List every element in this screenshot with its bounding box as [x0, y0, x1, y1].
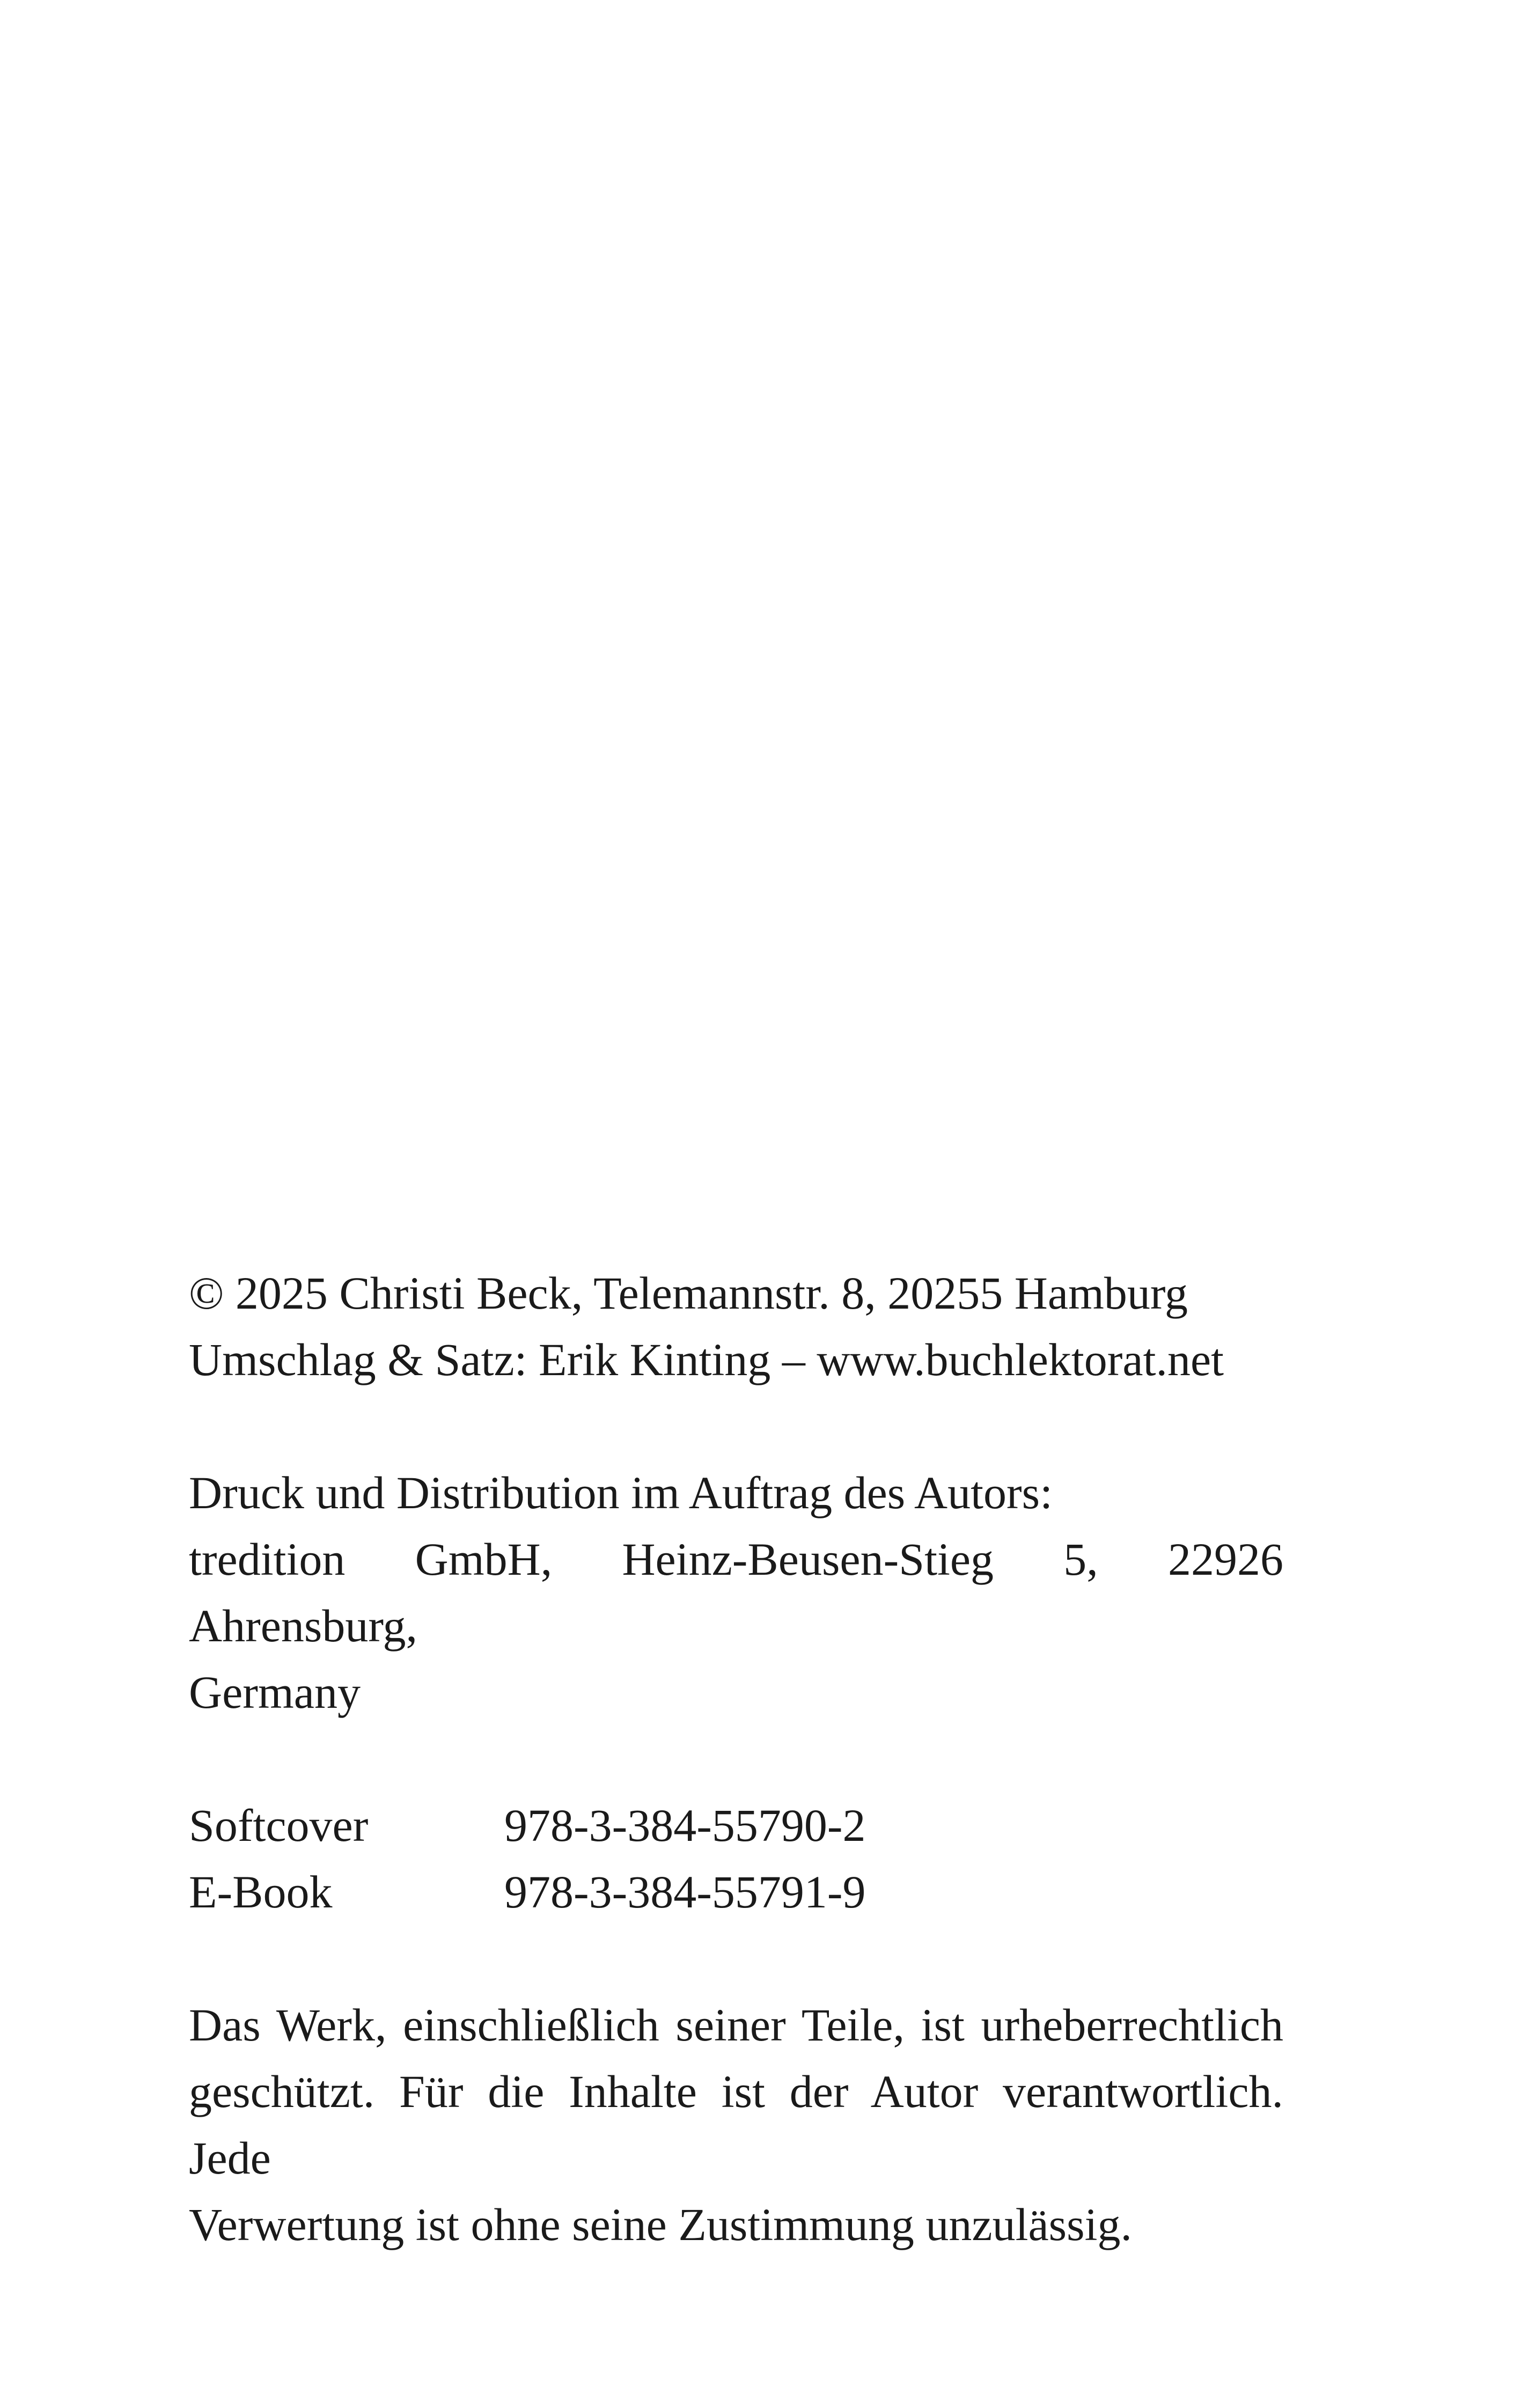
rights-line-1: Das Werk, einschließlich seiner Teile, ist urheberrechtlich — [189, 1999, 1283, 2051]
isbn-number: 978-3-384-55791-9 — [504, 1866, 866, 1918]
rights-line-2: geschützt. Für die Inhalte ist der Autor verantwortlich. Jede — [189, 2066, 1283, 2184]
isbn-label: E-Book — [189, 1866, 333, 1918]
spacer — [189, 1726, 1283, 1792]
copyright-line: © 2025 Christi Beck, Telemannstr. 8, 20255 Hamburg — [189, 1267, 1188, 1319]
design-credit-line: Umschlag & Satz: Erik Kinting – www.buchlektorat.net — [189, 1334, 1224, 1385]
isbn-number: 978-3-384-55790-2 — [504, 1800, 866, 1851]
spacer — [189, 1393, 1283, 1459]
rights-section — [189, 1992, 1283, 2258]
isbn-label: Softcover — [189, 1800, 369, 1851]
rights-line-3: Verwertung ist ohne seine Zustimmung unzulässig. — [189, 2199, 1132, 2250]
isbn-section — [189, 1792, 1283, 1925]
printing-section — [189, 1459, 1283, 1726]
isbn-row-ebook — [189, 1859, 1283, 1925]
printer-country-line: Germany — [189, 1666, 361, 1718]
printing-intro-line: Druck und Distribution im Auftrag des Autors: — [189, 1467, 1053, 1518]
isbn-row-softcover — [189, 1792, 1283, 1859]
copyright-section — [189, 1260, 1283, 1393]
spacer — [189, 1925, 1283, 1992]
imprint-block — [189, 1260, 1283, 2258]
printer-address-line: tredition GmbH, Heinz-Beusen-Stieg 5, 22926 Ahrensburg, — [189, 1533, 1283, 1651]
